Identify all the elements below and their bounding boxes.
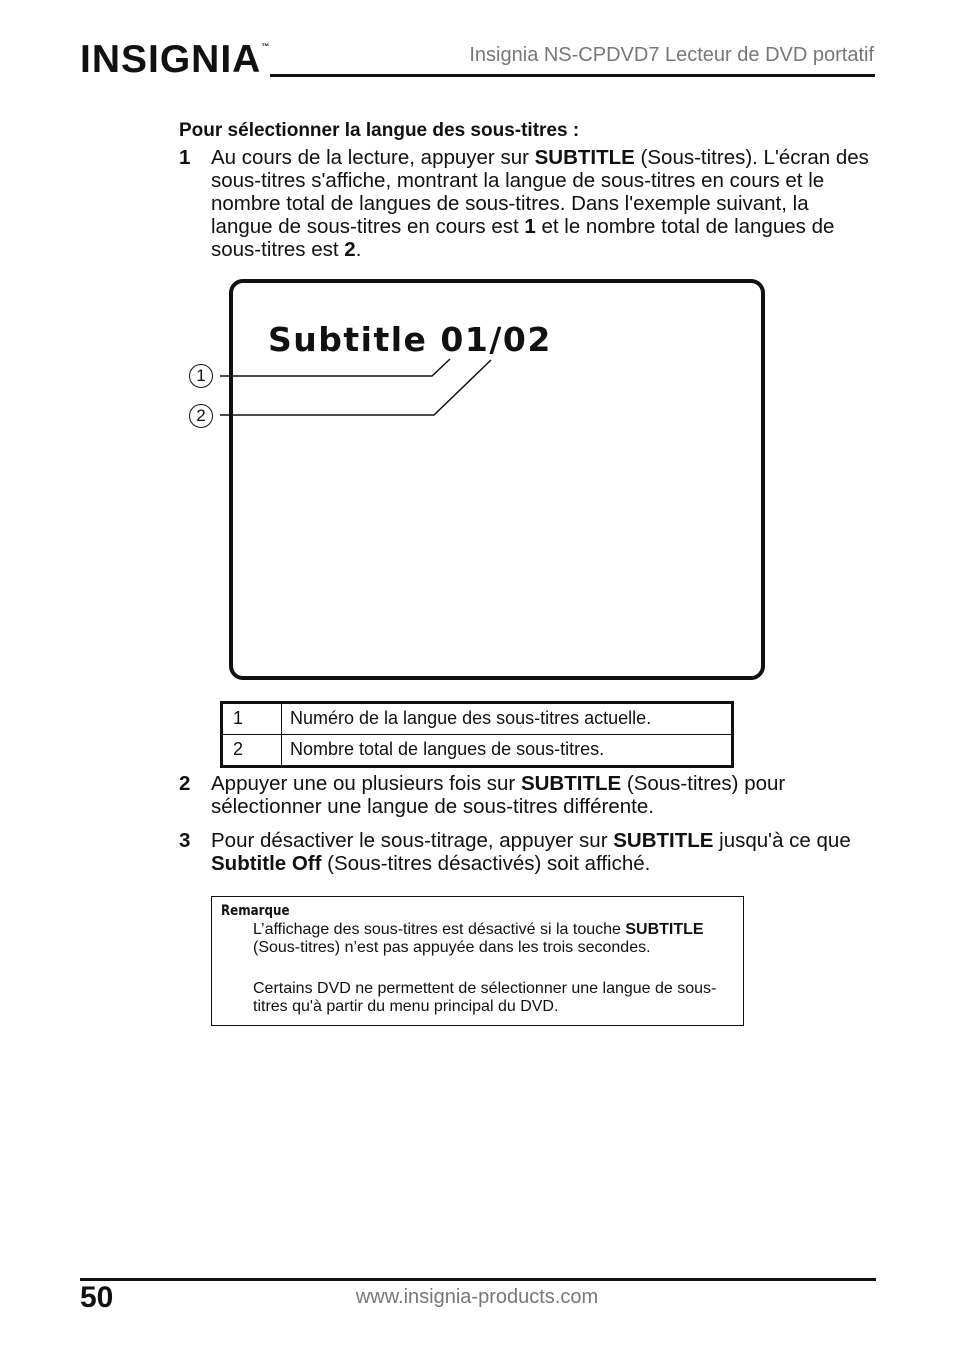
note-paragraph-1: L’affichage des sous-titres est désactivé si la touche SUBTITLE (Sous-titres) n’est pas appuyée dans les trois secondes. — [253, 921, 704, 956]
legend-number: 2 — [222, 735, 282, 767]
callout-lines — [180, 355, 510, 435]
legend-description: Nombre total de langues de sous-titres. — [282, 735, 733, 767]
step-1-number: 1 — [179, 146, 191, 169]
legend-description: Numéro de la langue des sous-titres actuelle. — [282, 703, 733, 735]
insignia-logo: INSIGNIA™ — [80, 38, 271, 81]
note-paragraph-2: Certains DVD ne permettent de sélectionner une langue de sous-titres qu'à partir du menu principal du DVD. — [253, 980, 717, 1015]
callout-2: 2 — [189, 404, 213, 428]
footer-rule — [80, 1278, 876, 1281]
step-3-text: Pour désactiver le sous-titrage, appuyer sur SUBTITLE jusqu'à ce que Subtitle Off (Sous-titres désactivés) soit affiché. — [211, 829, 851, 875]
step-2-text: Appuyer une ou plusieurs fois sur SUBTITLE (Sous-titres) pour sélectionner une langue de sous-titres différente. — [211, 772, 786, 818]
step-3-number: 3 — [179, 829, 191, 852]
header-title: Insignia NS-CPDVD7 Lecteur de DVD portatif — [469, 44, 874, 66]
step-1-text: Au cours de la lecture, appuyer sur SUBTITLE (Sous-titres). L'écran des sous-titres s'affiche, montrant la langue de sous-titres en cours et le nombre total de langues de sous-titres. Dans l'exemple suivant, la langue de sous-titres en cours est 1 et le nombre total de langues de sous-titres est 2. — [211, 146, 869, 261]
table-row — [222, 703, 733, 735]
note-box — [211, 896, 744, 1026]
section-title: Pour sélectionner la langue des sous-titres : — [179, 120, 580, 141]
callout-legend-table — [220, 701, 734, 768]
header-rule — [270, 74, 875, 77]
note-title: Remarque — [221, 903, 290, 919]
page-number: 50 — [80, 1281, 114, 1314]
subtitle-osd-text: Subtitle 01/02 — [268, 320, 552, 359]
step-2-number: 2 — [179, 772, 191, 795]
callout-1: 1 — [189, 364, 213, 388]
footer-url: www.insignia-products.com — [355, 1286, 599, 1308]
legend-number: 1 — [222, 703, 282, 735]
table-row — [222, 735, 733, 767]
